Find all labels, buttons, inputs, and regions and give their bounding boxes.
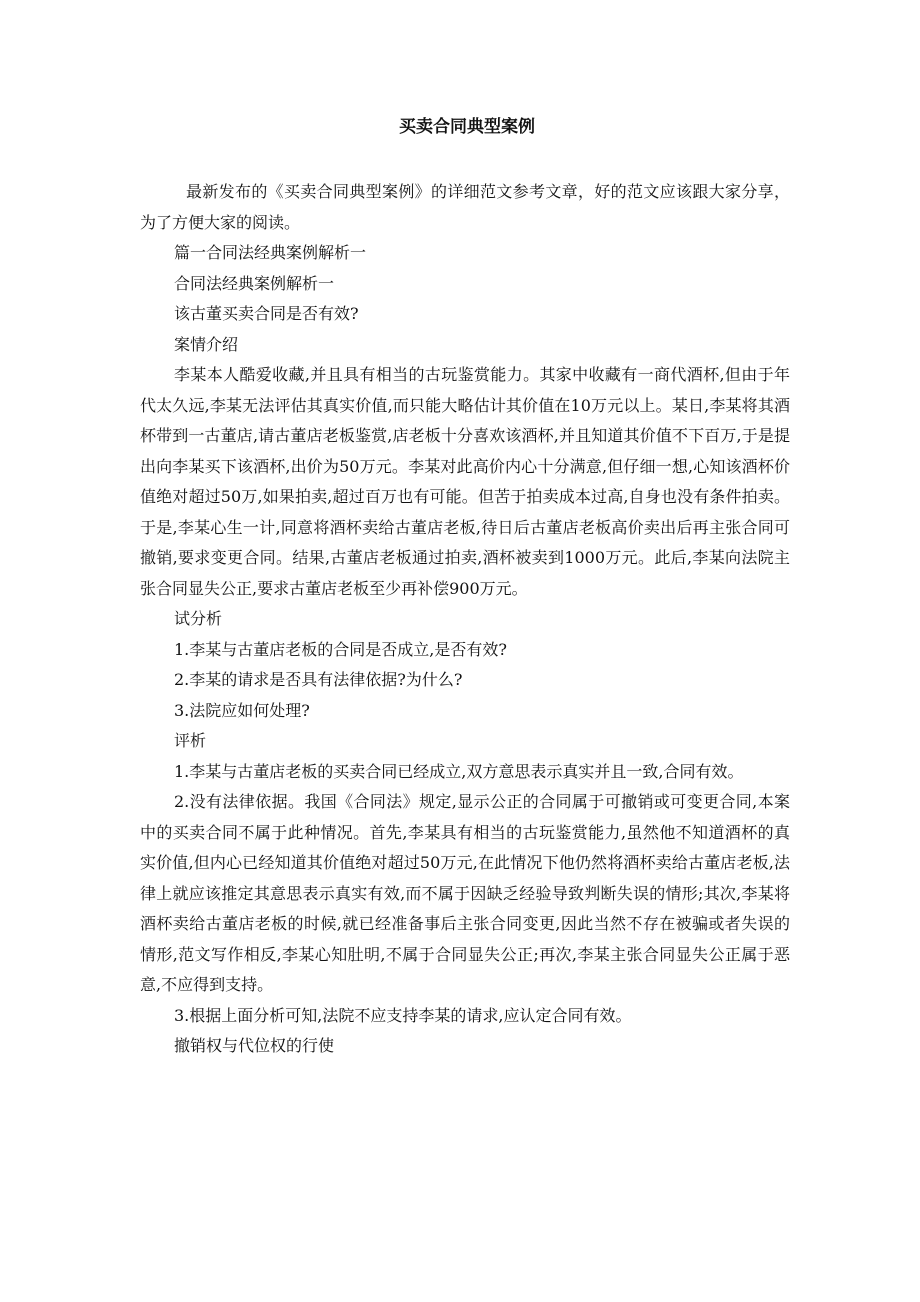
- analysis-prompt-heading: 试分析: [174, 609, 223, 628]
- document-page: [140, 112, 790, 1062]
- case-question: 该古董买卖合同是否有效?: [174, 304, 359, 323]
- answer-paragraph: 2.没有法律依据。我国《合同法》规定,显示公正的合同属于可撤销或可变更合同,本案中的买卖合同不属于此种情况。首先,李某具有相当的古玩鉴赏能力,虽然他不知道酒杯的真实价值,但内心已经知道其价值绝对超过50万元,在此情况下他仍然将酒杯卖给古董店老板,法律上就应该推定其意思表示真实有效,而不属于因缺乏经验导致判断失误的情形;其次,李某将酒杯卖给古董店老板的时候,就已经准备事后主张合同变更,因此当然不存在被骗或者失误的情形,范文写作相反,李某心知肚明,不属于合同显失公正;再次,李某主张合同显失公正属于恶意,不应得到支持。: [140, 792, 790, 994]
- answer-paragraph: 3.根据上面分析可知,法院不应支持李某的请求,应认定合同有效。: [174, 1005, 632, 1025]
- answer-paragraph: 1.李某与古董店老板的买卖合同已经成立,双方意思表示真实并且一致,合同有效。: [174, 761, 744, 781]
- question-item: 1.李某与古董店老板的合同是否成立,是否有效?: [174, 639, 507, 659]
- intro-paragraph: 最新发布的《买卖合同典型案例》的详细范文参考文章，好的范文应该跟大家分享，为了方便大家的阅读。: [140, 182, 790, 232]
- case-description-paragraph: 李某本人酷爱收藏,并且具有相当的古玩鉴赏能力。其家中收藏有一商代酒杯,但由于年代太久远,李某无法评估其真实价值,而只能大略估计其价值在10万元以上。某日,李某将其酒杯带到一古董店,请古董店老板鉴赏,店老板十分喜欢该酒杯,并且知道其价值不下百万,于是提出向李某买下该酒杯,出价为50万元。李某对此高价内心十分满意,但仔细一想,心知该酒杯价值绝对超过50万,如果拍卖,超过百万也有可能。但苦于拍卖成本过高,自身也没有条件拍卖。于是,李某心生一计,同意将酒杯卖给古董店老板,待日后古董店老板高价卖出后再主张合同可撤销,要求变更合同。结果,古董店老板通过拍卖,酒杯被卖到1000万元。此后,李某向法院主张合同显失公正,要求古董店老板至少再补偿900万元。: [140, 365, 790, 598]
- commentary-heading: 评析: [174, 731, 207, 750]
- question-item: 3.法院应如何处理?: [174, 700, 310, 720]
- section-heading: 篇一合同法经典案例解析一: [174, 243, 367, 262]
- case-intro-heading: 案情介绍: [174, 334, 239, 354]
- subsection-heading: 合同法经典案例解析一: [174, 273, 335, 293]
- question-item: 2.李某的请求是否具有法律依据?为什么?: [174, 670, 463, 689]
- next-section-heading: 撤销权与代位权的行使: [174, 1036, 335, 1055]
- document-title: 买卖合同典型案例: [399, 117, 535, 137]
